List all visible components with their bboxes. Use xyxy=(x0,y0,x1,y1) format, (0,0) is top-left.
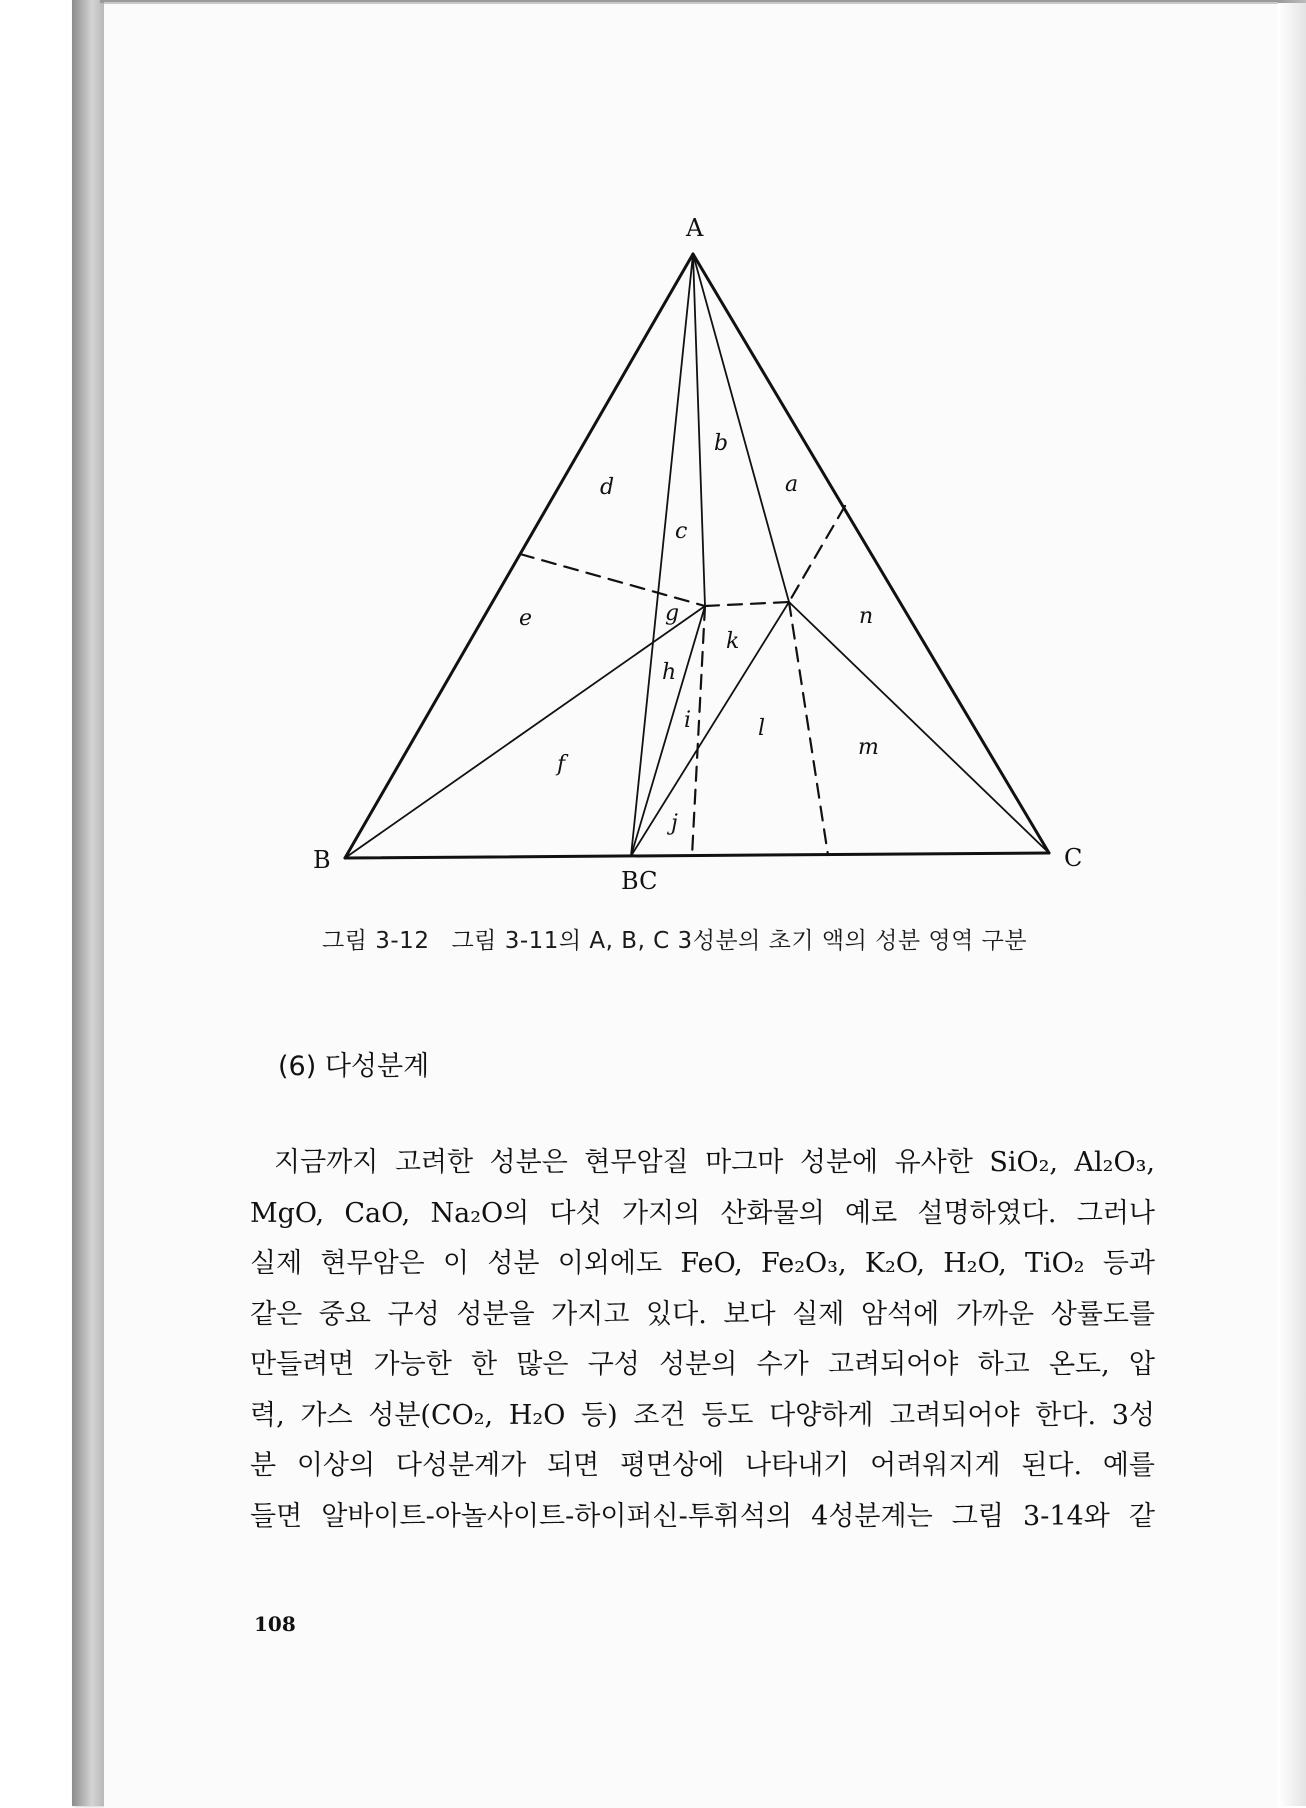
paragraph-line: 력, 가스 성분(CO₂, H₂O 등) 조건 등도 다양하게 고려되어야 한다. 3성 xyxy=(250,1399,1155,1431)
paragraph-line: 만들려면 가능한 한 많은 구성 성분의 수가 고려되어야 하고 온도, 압 xyxy=(250,1349,1155,1380)
paragraph-line: MgO, CaO, Na₂O의 다섯 가지의 산화물의 예로 설명하였다. 그러나 xyxy=(250,1197,1155,1229)
line-B-P1 xyxy=(345,606,705,858)
region-label-a: a xyxy=(785,472,799,497)
region-label-m: m xyxy=(858,735,879,760)
region-label-i: i xyxy=(684,708,692,733)
paragraph-line: 분 이상의 다성분계가 되면 평면상에 나타내기 어려워지게 된다. 예를 xyxy=(250,1450,1155,1481)
region-label-b: b xyxy=(714,431,729,456)
region-label-g: g xyxy=(665,601,680,626)
edge-B-C xyxy=(345,853,1049,858)
vertex-label-A: A xyxy=(686,214,704,242)
paragraph-line: 지금까지 고려한 성분은 현무암질 마그마 성분에 유사한 SiO₂, Al₂O₃, xyxy=(274,1147,1155,1178)
figure-caption xyxy=(322,922,1122,955)
line-A-P1 xyxy=(693,254,705,606)
line-BC-P2 xyxy=(631,602,789,856)
body-paragraph xyxy=(250,1138,1155,1542)
paragraph-line: 들면 알바이트-아놀사이트-하이퍼신-투휘석의 4성분계는 그림 3-14와 같 xyxy=(250,1500,1155,1532)
vertex-label-BC: BC xyxy=(621,867,658,895)
vertex-label-B: B xyxy=(313,846,331,874)
region-label-k: k xyxy=(726,629,740,654)
region-label-j: j xyxy=(671,811,678,836)
page-number: 108 xyxy=(254,1612,296,1636)
dash-AC-P2 xyxy=(789,506,845,602)
figure-caption-number: 그림 3-12 xyxy=(322,928,430,954)
paragraph-line: 같은 중요 구성 성분을 가지고 있다. 보다 실제 암석에 가까운 상률도를 xyxy=(250,1298,1155,1330)
vertex-label-C: C xyxy=(1064,844,1083,872)
figure-caption-text: 그림 3-11의 A, B, C 3성분의 초기 액의 성분 영역 구분 xyxy=(451,928,1028,954)
region-label-c: c xyxy=(675,519,688,544)
region-label-d: d xyxy=(600,475,615,500)
region-label-f: f xyxy=(557,752,566,777)
dash-P2-base xyxy=(789,602,828,855)
section-heading: (6) 다성분계 xyxy=(278,1051,430,1082)
dash-P1-P2 xyxy=(705,602,789,606)
paragraph-line: 실제 현무암은 이 성분 이외에도 FeO, Fe₂O₃, K₂O, H₂O, TiO₂ 등과 xyxy=(250,1248,1155,1279)
dash-AB-P1 xyxy=(520,554,705,606)
region-label-e: e xyxy=(519,606,533,631)
region-label-n: n xyxy=(859,604,874,629)
line-C-P2 xyxy=(789,602,1049,853)
region-label-h: h xyxy=(662,660,677,685)
edge-A-C xyxy=(693,254,1049,853)
region-label-l: l xyxy=(758,716,766,741)
line-A-P2 xyxy=(693,254,789,602)
